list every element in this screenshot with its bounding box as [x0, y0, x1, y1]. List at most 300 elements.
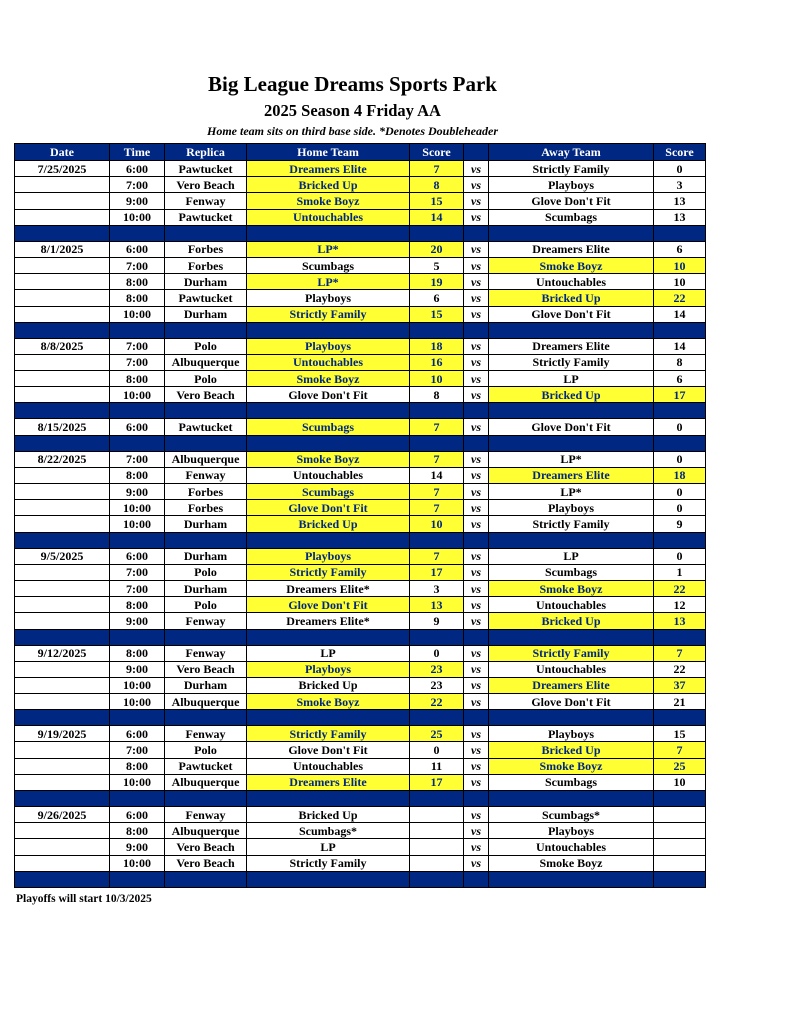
home-team: Bricked Up — [247, 677, 410, 693]
game-time: 9:00 — [110, 661, 165, 677]
game-time: 7:00 — [110, 564, 165, 580]
separator-cell — [165, 435, 247, 451]
home-score — [410, 855, 464, 871]
home-score: 23 — [410, 677, 464, 693]
away-score: 17 — [654, 387, 706, 403]
home-team: Glove Don't Fit — [247, 597, 410, 613]
game-date: 8/22/2025 — [15, 451, 110, 467]
away-score: 8 — [654, 354, 706, 370]
separator-cell — [464, 225, 489, 241]
away-score: 22 — [654, 290, 706, 306]
week-separator — [15, 532, 706, 548]
vs-label: vs — [464, 677, 489, 693]
table-row — [15, 774, 706, 790]
separator-cell — [15, 791, 110, 807]
vs-label: vs — [464, 193, 489, 209]
game-date — [15, 467, 110, 483]
vs-label: vs — [464, 726, 489, 742]
table-row — [15, 467, 706, 483]
game-date — [15, 387, 110, 403]
game-date — [15, 500, 110, 516]
away-score: 0 — [654, 548, 706, 564]
game-field: Polo — [165, 338, 247, 354]
game-time: 7:00 — [110, 354, 165, 370]
home-score: 23 — [410, 661, 464, 677]
away-score: 1 — [654, 564, 706, 580]
col-header-home-team: Home Team — [247, 144, 410, 161]
away-team: Scumbags* — [489, 807, 654, 823]
home-team: Bricked Up — [247, 177, 410, 193]
game-time: 8:00 — [110, 274, 165, 290]
table-row — [15, 193, 706, 209]
table-row — [15, 338, 706, 354]
separator-cell — [165, 710, 247, 726]
game-field: Durham — [165, 516, 247, 532]
game-field: Polo — [165, 564, 247, 580]
vs-label: vs — [464, 209, 489, 225]
game-field: Polo — [165, 597, 247, 613]
game-field: Albuquerque — [165, 451, 247, 467]
separator-cell — [165, 225, 247, 241]
table-row — [15, 177, 706, 193]
table-row — [15, 597, 706, 613]
away-score: 0 — [654, 161, 706, 177]
separator-cell — [15, 322, 110, 338]
vs-label: vs — [464, 694, 489, 710]
table-row — [15, 306, 706, 322]
separator-cell — [489, 791, 654, 807]
game-field: Fenway — [165, 807, 247, 823]
away-score: 15 — [654, 726, 706, 742]
game-date: 9/19/2025 — [15, 726, 110, 742]
home-team: Smoke Boyz — [247, 694, 410, 710]
table-row — [15, 548, 706, 564]
game-date: 9/26/2025 — [15, 807, 110, 823]
home-team: LP* — [247, 241, 410, 257]
table-row — [15, 274, 706, 290]
game-field: Durham — [165, 580, 247, 596]
game-time: 10:00 — [110, 516, 165, 532]
separator-cell — [247, 791, 410, 807]
table-row — [15, 451, 706, 467]
separator-cell — [489, 322, 654, 338]
separator-cell — [464, 629, 489, 645]
away-team: Untouchables — [489, 274, 654, 290]
separator-cell — [15, 435, 110, 451]
separator-cell — [489, 871, 654, 887]
home-score: 16 — [410, 354, 464, 370]
home-team: LP — [247, 645, 410, 661]
vs-label: vs — [464, 241, 489, 257]
separator-cell — [489, 629, 654, 645]
game-date — [15, 580, 110, 596]
separator-cell — [654, 710, 706, 726]
separator-cell — [15, 710, 110, 726]
game-time: 10:00 — [110, 677, 165, 693]
separator-cell — [410, 791, 464, 807]
home-score: 25 — [410, 726, 464, 742]
col-header-away-team: Away Team — [489, 144, 654, 161]
separator-cell — [165, 322, 247, 338]
separator-cell — [464, 322, 489, 338]
col-header-replica: Replica — [165, 144, 247, 161]
away-score: 10 — [654, 774, 706, 790]
game-date: 7/25/2025 — [15, 161, 110, 177]
col-header-date: Date — [15, 144, 110, 161]
game-date — [15, 742, 110, 758]
away-score: 0 — [654, 500, 706, 516]
game-time: 9:00 — [110, 193, 165, 209]
away-team: Glove Don't Fit — [489, 193, 654, 209]
away-team: Smoke Boyz — [489, 855, 654, 871]
game-date — [15, 354, 110, 370]
playoffs-note: Playoffs will start 10/3/2025 — [16, 893, 152, 905]
vs-label: vs — [464, 467, 489, 483]
away-team: Playboys — [489, 500, 654, 516]
game-time: 6:00 — [110, 419, 165, 435]
separator-cell — [654, 403, 706, 419]
separator-cell — [464, 871, 489, 887]
table-row — [15, 742, 706, 758]
game-date — [15, 516, 110, 532]
separator-cell — [464, 791, 489, 807]
game-field: Vero Beach — [165, 387, 247, 403]
home-score: 8 — [410, 387, 464, 403]
week-separator — [15, 403, 706, 419]
separator-cell — [165, 791, 247, 807]
home-team: Dreamers Elite* — [247, 613, 410, 629]
vs-label: vs — [464, 387, 489, 403]
game-time: 8:00 — [110, 823, 165, 839]
away-team: Smoke Boyz — [489, 758, 654, 774]
table-row — [15, 419, 706, 435]
game-date: 8/15/2025 — [15, 419, 110, 435]
table-row — [15, 241, 706, 257]
col-header-home-score: Score — [410, 144, 464, 161]
away-score: 7 — [654, 645, 706, 661]
game-time: 8:00 — [110, 758, 165, 774]
separator-cell — [464, 403, 489, 419]
home-team: Playboys — [247, 290, 410, 306]
away-team: Playboys — [489, 726, 654, 742]
game-date: 8/1/2025 — [15, 241, 110, 257]
game-time: 7:00 — [110, 257, 165, 273]
home-score: 0 — [410, 742, 464, 758]
game-field: Fenway — [165, 645, 247, 661]
home-score: 14 — [410, 467, 464, 483]
separator-cell — [489, 403, 654, 419]
vs-label: vs — [464, 823, 489, 839]
game-field: Fenway — [165, 467, 247, 483]
game-time: 6:00 — [110, 241, 165, 257]
separator-cell — [654, 225, 706, 241]
away-score: 6 — [654, 241, 706, 257]
home-score: 7 — [410, 161, 464, 177]
table-row — [15, 209, 706, 225]
game-time: 8:00 — [110, 467, 165, 483]
home-score: 10 — [410, 516, 464, 532]
game-field: Durham — [165, 677, 247, 693]
separator-cell — [654, 629, 706, 645]
game-date — [15, 306, 110, 322]
vs-label: vs — [464, 742, 489, 758]
game-field: Polo — [165, 371, 247, 387]
week-separator — [15, 322, 706, 338]
away-score: 37 — [654, 677, 706, 693]
away-team: Untouchables — [489, 839, 654, 855]
home-score: 5 — [410, 257, 464, 273]
away-team: Playboys — [489, 177, 654, 193]
separator-cell — [247, 871, 410, 887]
home-score: 19 — [410, 274, 464, 290]
home-team: Untouchables — [247, 758, 410, 774]
away-score — [654, 839, 706, 855]
separator-cell — [489, 225, 654, 241]
away-score: 22 — [654, 580, 706, 596]
separator-cell — [110, 322, 165, 338]
separator-cell — [464, 710, 489, 726]
away-score: 7 — [654, 742, 706, 758]
vs-label: vs — [464, 177, 489, 193]
separator-cell — [165, 629, 247, 645]
game-date: 9/12/2025 — [15, 645, 110, 661]
game-time: 10:00 — [110, 306, 165, 322]
separator-cell — [654, 322, 706, 338]
home-team: Scumbags* — [247, 823, 410, 839]
game-date — [15, 823, 110, 839]
table-row — [15, 564, 706, 580]
game-date — [15, 774, 110, 790]
home-team: Glove Don't Fit — [247, 742, 410, 758]
table-row — [15, 839, 706, 855]
game-time: 7:00 — [110, 580, 165, 596]
table-row — [15, 645, 706, 661]
away-team: Bricked Up — [489, 387, 654, 403]
schedule-table — [14, 143, 706, 888]
separator-cell — [110, 710, 165, 726]
home-score: 22 — [410, 694, 464, 710]
away-team: Playboys — [489, 823, 654, 839]
game-date — [15, 613, 110, 629]
home-team: Dreamers Elite* — [247, 580, 410, 596]
home-score: 3 — [410, 580, 464, 596]
away-score: 12 — [654, 597, 706, 613]
table-row — [15, 500, 706, 516]
away-score: 18 — [654, 467, 706, 483]
table-row — [15, 580, 706, 596]
away-team: LP — [489, 371, 654, 387]
game-time: 10:00 — [110, 694, 165, 710]
game-date — [15, 484, 110, 500]
table-row — [15, 516, 706, 532]
away-team: Strictly Family — [489, 354, 654, 370]
vs-label: vs — [464, 371, 489, 387]
home-team: Smoke Boyz — [247, 193, 410, 209]
game-field: Albuquerque — [165, 823, 247, 839]
game-date — [15, 758, 110, 774]
separator-cell — [247, 403, 410, 419]
home-score: 15 — [410, 306, 464, 322]
home-team: Strictly Family — [247, 306, 410, 322]
separator-cell — [165, 403, 247, 419]
col-header-time: Time — [110, 144, 165, 161]
separator-cell — [110, 629, 165, 645]
separator-cell — [165, 532, 247, 548]
home-team: Dreamers Elite — [247, 161, 410, 177]
away-score: 13 — [654, 613, 706, 629]
vs-label: vs — [464, 419, 489, 435]
away-team: Smoke Boyz — [489, 580, 654, 596]
home-team: Glove Don't Fit — [247, 387, 410, 403]
away-team: Smoke Boyz — [489, 257, 654, 273]
game-date — [15, 839, 110, 855]
table-row — [15, 758, 706, 774]
game-date — [15, 274, 110, 290]
game-time: 8:00 — [110, 290, 165, 306]
game-time: 9:00 — [110, 839, 165, 855]
week-separator — [15, 629, 706, 645]
away-team: Strictly Family — [489, 516, 654, 532]
separator-cell — [110, 403, 165, 419]
col-header-vs — [464, 144, 489, 161]
separator-cell — [110, 532, 165, 548]
game-field: Vero Beach — [165, 661, 247, 677]
vs-label: vs — [464, 597, 489, 613]
game-time: 6:00 — [110, 161, 165, 177]
game-date — [15, 677, 110, 693]
game-date: 9/5/2025 — [15, 548, 110, 564]
separator-cell — [110, 225, 165, 241]
game-field: Vero Beach — [165, 177, 247, 193]
game-date: 8/8/2025 — [15, 338, 110, 354]
home-team: Scumbags — [247, 257, 410, 273]
home-team: Smoke Boyz — [247, 371, 410, 387]
game-field: Albuquerque — [165, 694, 247, 710]
away-score: 9 — [654, 516, 706, 532]
game-time: 10:00 — [110, 387, 165, 403]
away-team: Strictly Family — [489, 645, 654, 661]
game-field: Pawtucket — [165, 290, 247, 306]
home-score: 18 — [410, 338, 464, 354]
game-field: Albuquerque — [165, 354, 247, 370]
away-score: 14 — [654, 338, 706, 354]
game-time: 8:00 — [110, 597, 165, 613]
separator-cell — [165, 871, 247, 887]
away-team: Dreamers Elite — [489, 241, 654, 257]
home-team: Untouchables — [247, 354, 410, 370]
home-score: 17 — [410, 564, 464, 580]
away-team: LP — [489, 548, 654, 564]
home-team: Playboys — [247, 548, 410, 564]
game-field: Durham — [165, 274, 247, 290]
away-team: Strictly Family — [489, 161, 654, 177]
vs-label: vs — [464, 807, 489, 823]
away-team: Dreamers Elite — [489, 467, 654, 483]
vs-label: vs — [464, 290, 489, 306]
home-score: 6 — [410, 290, 464, 306]
vs-label: vs — [464, 354, 489, 370]
away-team: Bricked Up — [489, 613, 654, 629]
vs-label: vs — [464, 306, 489, 322]
game-field: Forbes — [165, 484, 247, 500]
vs-label: vs — [464, 580, 489, 596]
game-time: 10:00 — [110, 774, 165, 790]
game-date — [15, 290, 110, 306]
home-team: Strictly Family — [247, 564, 410, 580]
game-field: Forbes — [165, 500, 247, 516]
away-team: Untouchables — [489, 661, 654, 677]
separator-cell — [247, 710, 410, 726]
game-field: Pawtucket — [165, 758, 247, 774]
separator-cell — [410, 629, 464, 645]
home-team: Dreamers Elite — [247, 774, 410, 790]
home-team: Bricked Up — [247, 807, 410, 823]
table-row — [15, 694, 706, 710]
game-date — [15, 855, 110, 871]
away-score: 10 — [654, 274, 706, 290]
game-time: 6:00 — [110, 726, 165, 742]
game-time: 8:00 — [110, 645, 165, 661]
game-time: 10:00 — [110, 209, 165, 225]
home-team: Scumbags — [247, 419, 410, 435]
game-field: Pawtucket — [165, 161, 247, 177]
away-team: Glove Don't Fit — [489, 306, 654, 322]
game-field: Polo — [165, 742, 247, 758]
table-row — [15, 354, 706, 370]
home-team: Glove Don't Fit — [247, 500, 410, 516]
away-score: 13 — [654, 193, 706, 209]
separator-cell — [410, 871, 464, 887]
home-score: 13 — [410, 597, 464, 613]
page-subtitle: 2025 Season 4 Friday AA — [264, 101, 441, 120]
separator-cell — [247, 629, 410, 645]
away-score: 6 — [654, 371, 706, 387]
game-time: 6:00 — [110, 548, 165, 564]
separator-cell — [654, 871, 706, 887]
away-score — [654, 823, 706, 839]
away-team: Glove Don't Fit — [489, 419, 654, 435]
game-field: Vero Beach — [165, 839, 247, 855]
home-score: 7 — [410, 484, 464, 500]
vs-label: vs — [464, 257, 489, 273]
home-score: 7 — [410, 419, 464, 435]
table-row — [15, 161, 706, 177]
game-date — [15, 257, 110, 273]
away-team: Scumbags — [489, 209, 654, 225]
away-team: LP* — [489, 451, 654, 467]
home-team: Scumbags — [247, 484, 410, 500]
home-team: LP — [247, 839, 410, 855]
away-score: 14 — [654, 306, 706, 322]
vs-label: vs — [464, 161, 489, 177]
game-date — [15, 209, 110, 225]
game-time: 7:00 — [110, 177, 165, 193]
game-time: 7:00 — [110, 451, 165, 467]
table-row — [15, 807, 706, 823]
home-team: Smoke Boyz — [247, 451, 410, 467]
home-score: 7 — [410, 500, 464, 516]
home-score — [410, 839, 464, 855]
vs-label: vs — [464, 274, 489, 290]
game-time: 10:00 — [110, 500, 165, 516]
separator-cell — [247, 322, 410, 338]
away-team: Untouchables — [489, 597, 654, 613]
vs-label: vs — [464, 548, 489, 564]
vs-label: vs — [464, 613, 489, 629]
vs-label: vs — [464, 839, 489, 855]
separator-cell — [410, 532, 464, 548]
away-score — [654, 855, 706, 871]
